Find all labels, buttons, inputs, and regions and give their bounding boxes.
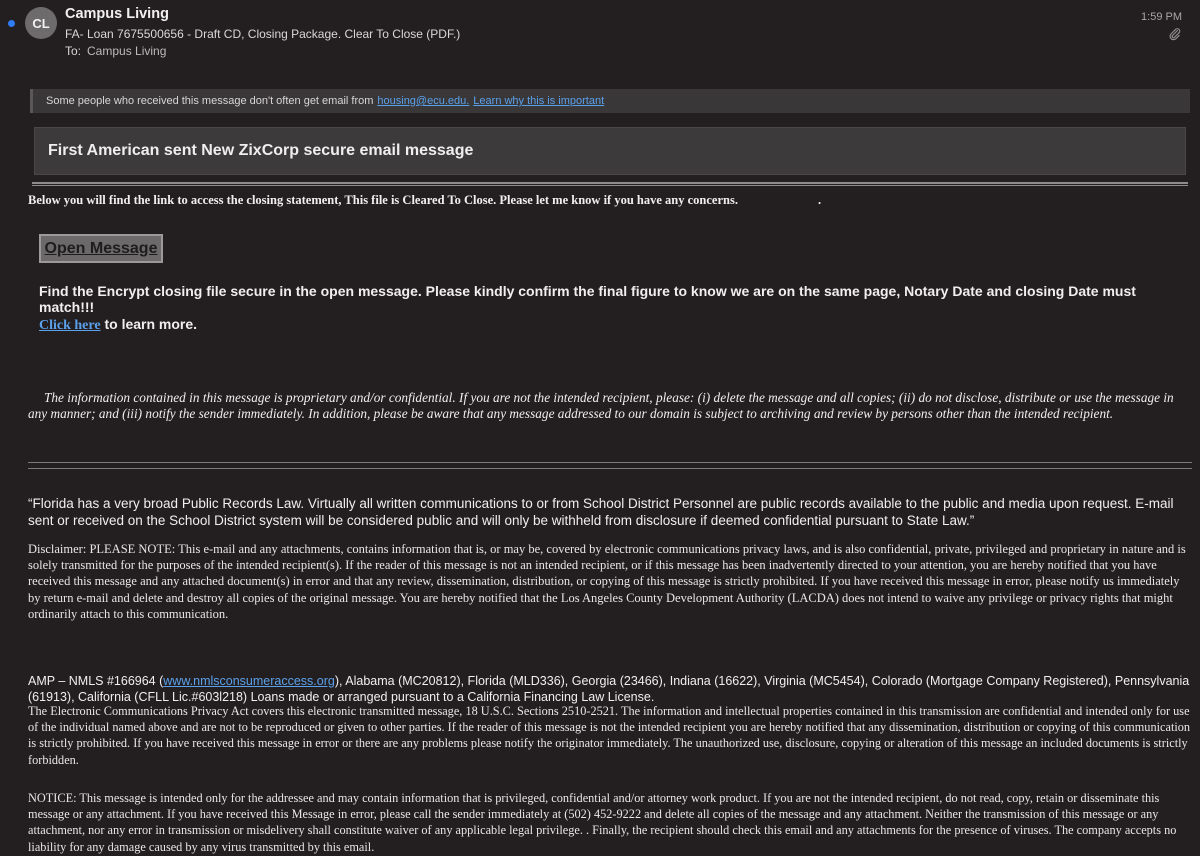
instruction-text: Find the Encrypt closing file secure in the open message. Please kindly confirm the final figure to know we are on the same page, Notary Date and closing Date must match!!! [39,283,1136,315]
recipient-line [65,44,166,58]
confidentiality-notice: The information contained in this message is proprietary and/or confidential. If you are not the intended recipient, please: (i) delete the message and all copies; (ii) do not disclose, distribute or use the message in any manner; and (iii) notify the sender immediately. In addition, please be aware that any message addressed to our domain is subject to archiving and review by persons other than the intended recipient. [28,390,1174,421]
divider [32,182,1188,186]
open-message-button[interactable]: Open Message [39,234,163,263]
divider [28,468,1192,469]
nmls-link[interactable]: www.nmlsconsumeraccess.org [163,674,335,688]
message-header [0,0,1200,68]
sender-warning-bar [30,89,1190,113]
sender-name[interactable]: Campus Living [65,6,169,22]
recipient-name[interactable]: Campus Living [87,44,167,58]
divider [28,462,1192,463]
learn-more-line [39,316,197,334]
subject-line: FA- Loan 7675500656 - Draft CD, Closing Package. Clear To Close (PDF.) [65,27,461,41]
intro-sentence: Below you will find the link to access the closing statement, This file is Cleared To Close. Please let me know if you have any concerns. [28,193,738,207]
licensing-text [28,673,1194,705]
unread-indicator [8,20,15,27]
sender-email-link[interactable]: housing@ecu.edu. [377,95,470,107]
public-records-notice: “Florida has a very broad Public Records Law. Virtually all written communications to or from School District Personnel are public records available to the public and media upon request. E-mail sent or received on the School District system will be considered public and will only be withheld from disclosure if deemed confidential pursuant to State Law.” [28,496,1174,528]
intro-text [28,193,821,208]
stray-dot: . [817,193,822,207]
click-here-link[interactable]: Click here [39,318,101,333]
learn-why-link[interactable]: Learn why this is important [473,95,605,107]
warning-text: Some people who received this message don't often get email from [46,95,374,107]
zix-banner: First American sent New ZixCorp secure email message [34,127,1186,175]
avatar[interactable]: CL [25,7,57,39]
legal-notice: NOTICE: This message is intended only for the addressee and may contain information that is privileged, confidential and/or attorney work product. If you are not the intended recipient, do not read, copy, retain or disseminate this message or any attachment. If you have received this Message in error, please call the sender immediately at (502) 452-9222 and delete all copies of the message and any attachment. Neither the transmission of this message or any attachment, nor any error in transmission or misdelivery shall constitute waiver of any applicable legal privilege. . Finally, the recipient should check this email and any attachments for the presence of viruses. The company accepts no liability for any damage caused by any virus transmitted by this email. [28,791,1177,854]
received-time: 1:59 PM [1141,11,1182,23]
paperclip-icon[interactable] [1168,27,1182,41]
learn-more-text: to learn more. [100,316,198,332]
licensing-suffix: ), Alabama (MC20812), Florida (MLD336), Georgia (23466), Indiana (16622), Virginia (MC5454), Colorado (Mortgage Company Registered), Pennsylvania (61913), California (CFLL Lic.#603l218) Loans made or arranged pursuant to a California Financing Law License. [28,674,1190,704]
to-label: To: [65,44,82,58]
disclaimer-text: Disclaimer: PLEASE NOTE: This e-mail and any attachments, contains information that is, or may be, covered by electronic communications privacy laws, and is also confidential, private, privileged and proprietary in nature and is solely transmitted for the purposes of the intended recipient(s). If the reader of this message is not an intended recipient, or if this message has been inadvertently directed to your attention, you are hereby notified that you have received this message and any attached document(s) in error and that any review, dissemination, distribution, or copying of this message is strictly prohibited. If you have received this message in error, please notify us immediately by return e-mail and delete and destroy all copies of the original message. You are hereby notified that the Los Angeles County Development Authority (LACDA) does not intend to waive any privilege or privacy rights that might ordinarily attach to this communication. [28,542,1186,621]
licensing-prefix: AMP – NMLS #166964 ( [28,674,164,688]
ecpa-notice: The Electronic Communications Privacy Act covers this electronic transmitted message, 18 U.S.C. Sections 2510-2521. The information and intellectual properties contained in this transmission are confidential and intended only for use of the individual named above and are not to be reproduced or given to other parties. If the reader of this message is not the intended recipient you are hereby notified that any dissemination, distribution or copying of this communication is strictly prohibited. If you have received this message in error or there are any problems please notify the originator immediately. The unauthorized use, disclosure, copying or alteration of this message an included documents is strictly forbidden. [28,704,1191,767]
